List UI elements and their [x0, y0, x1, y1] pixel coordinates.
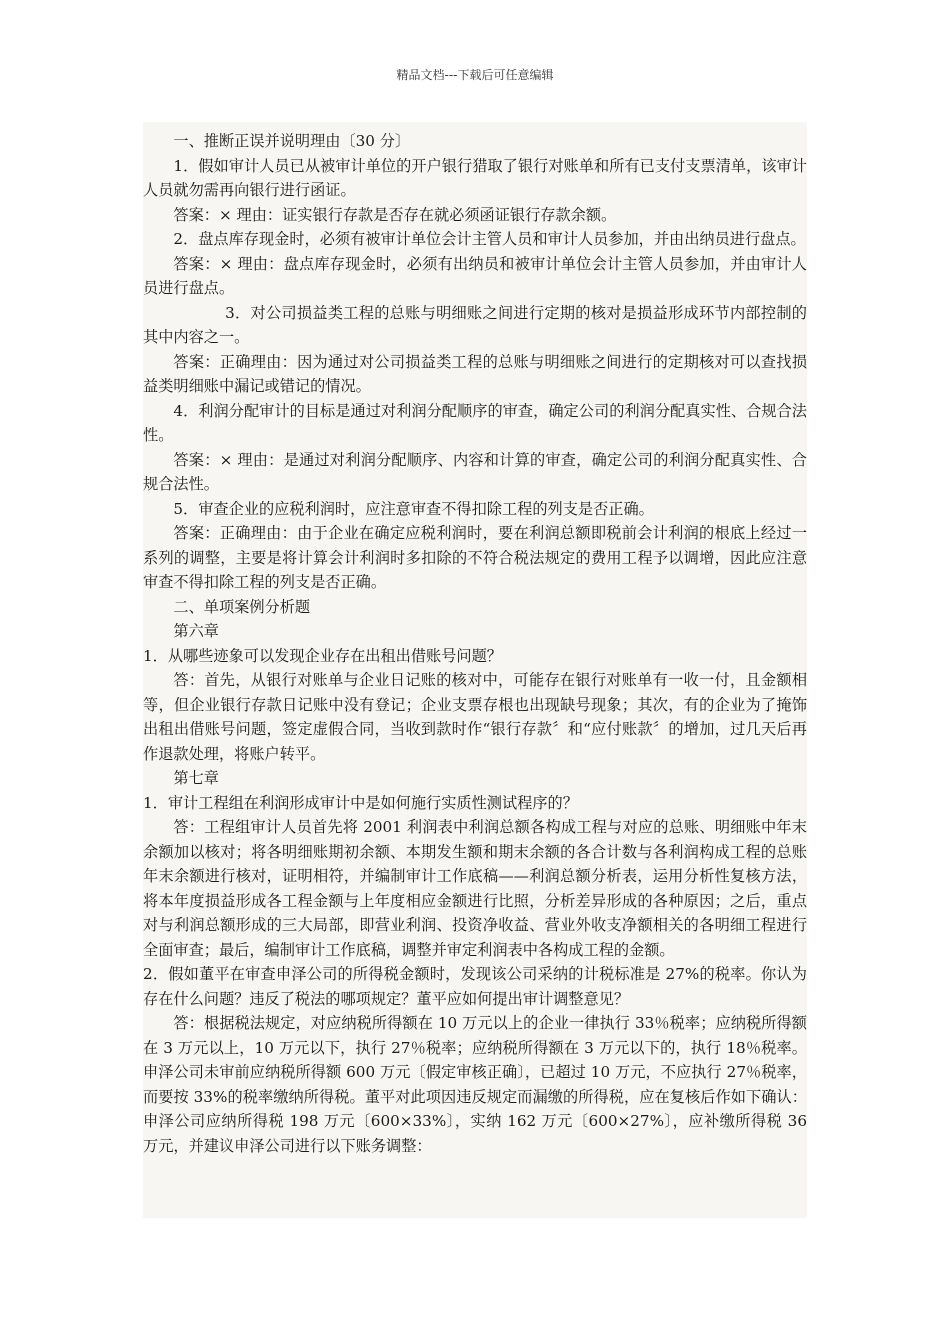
- paragraph: 3．对公司损益类工程的总账与明细账之间进行定期的核对是损益形成环节内部控制的其中内容之一。: [143, 303, 807, 346]
- chapter-heading: 第六章: [173, 622, 219, 640]
- paragraph: 4．利润分配审计的目标是通过对利润分配顺序的审查，确定公司的利润分配真实性、合规合法性。: [143, 401, 807, 444]
- top-spacer: [143, 122, 807, 129]
- question: 1．审计工程组在利润形成审计中是如何施行实质性测试程序的？: [143, 793, 578, 812]
- paragraph: 答案：× 理由：盘点库存现金时，必须有出纳员和被审计单位会计主管人员参加，并由审计人员进行盘点。: [143, 254, 807, 297]
- paragraph: 答案：× 理由：是通过对利润分配顺序、内容和计算的审查，确定公司的利润分配真实性、合规合法性。: [143, 450, 807, 493]
- paragraph: 5．审查企业的应税利润时，应注意审查不得扣除工程的列支是否正确。: [173, 499, 654, 518]
- page-header: 精品文档---下载后可任意编辑: [396, 68, 554, 82]
- paragraph: 答案：× 理由：证实银行存款是否存在就必须函证银行存款余额。: [173, 205, 617, 224]
- chapter-heading: 第七章: [173, 769, 219, 787]
- question: 2．假如董平在审查申泽公司的所得税金额时，发现该公司采纳的计税标准是 27%的税率。你认为存在什么问题？违反了税法的哪项规定？董平应如何提出审计调整意见？: [143, 965, 807, 1008]
- paragraph: 1．假如审计人员已从被审计单位的开户银行猎取了银行对账单和所有已支付支票清单，该审计人员就勿需再向银行进行函证。: [143, 156, 807, 199]
- document-body: [143, 122, 807, 1218]
- question: 1．从哪些迹象可以发现企业存在出租出借账号问题？: [143, 646, 502, 665]
- paragraph: 答：根据税法规定，对应纳税所得额在 10 万元以上的企业一律执行 33％税率；应纳税所得额在 3 万元以上，10 万元以下，执行 27％税率；应纳税所得额在 3 万元以下的，执行 18％税率。申泽公司未审前应纳税所得额 600 万元〔假定审核正确〕，已超过 10 万元，不应执行 27％税率，而要按 33%的税率缴纳所得税。董平对此项因违反规定而漏缴的所得税，应在复核后作如下确认：申泽公司应纳所得税 198 万元〔600×33%〕，实纳 162 万元〔600×27%〕，应补缴所得税 36 万元，并建议申泽公司进行以下账务调整：: [143, 1014, 807, 1155]
- section-heading: 二、单项案例分析题: [173, 597, 311, 616]
- paragraph: 答：首先，从银行对账单与企业日记账的核对中，可能存在银行对账单有一收一付，且金额相等，但企业银行存款日记账中没有登记；企业支票存根也出现缺号现象；其次，有的企业为了掩饰出租出借账号问题，签定虚假合同，当收到款时作“银行存款〞和“应付账款〞的增加，过几天后再作退款处理，将账户转平。: [143, 671, 807, 763]
- paragraph: 一、推断正误并说明理由〔30 分〕: [173, 132, 411, 150]
- paragraph: 答案：正确理由：由于企业在确定应税利润时，要在利润总额即税前会计利润的根底上经过一系列的调整，主要是将计算会计利润时多扣除的不符合税法规定的费用工程予以调增，因此应注意审查不得扣除工程的列支是否正确。: [143, 524, 807, 591]
- paragraph: 答案：正确理由：因为通过对公司损益类工程的总账与明细账之间进行的定期核对可以查找损益类明细账中漏记或错记的情况。: [143, 352, 807, 395]
- paragraph: 2．盘点库存现金时，必须有被审计单位会计主管人员和审计人员参加，并由出纳员进行盘点。: [173, 230, 806, 248]
- paragraph: 答：工程组审计人员首先将 2001 利润表中利润总额各构成工程与对应的总账、明细账中年末余额加以核对；将各明细账期初余额、本期发生额和期末余额的各合计数与各利润构成工程的总账年末余额进行核对，证明相符，并编制审计工作底稿——利润总额分析表，运用分析性复核方法，将本年度损益形成各工程金额与上年度相应金额进行比照，分析差异形成的各种原因；之后，重点对与利润总额形成的三大局部，即营业利润、投资净收益、营业外收支净额相关的各明细工程进行全面审查；最后，编制审计工作底稿，调整并审定利润表中各构成工程的金额。: [143, 818, 807, 959]
